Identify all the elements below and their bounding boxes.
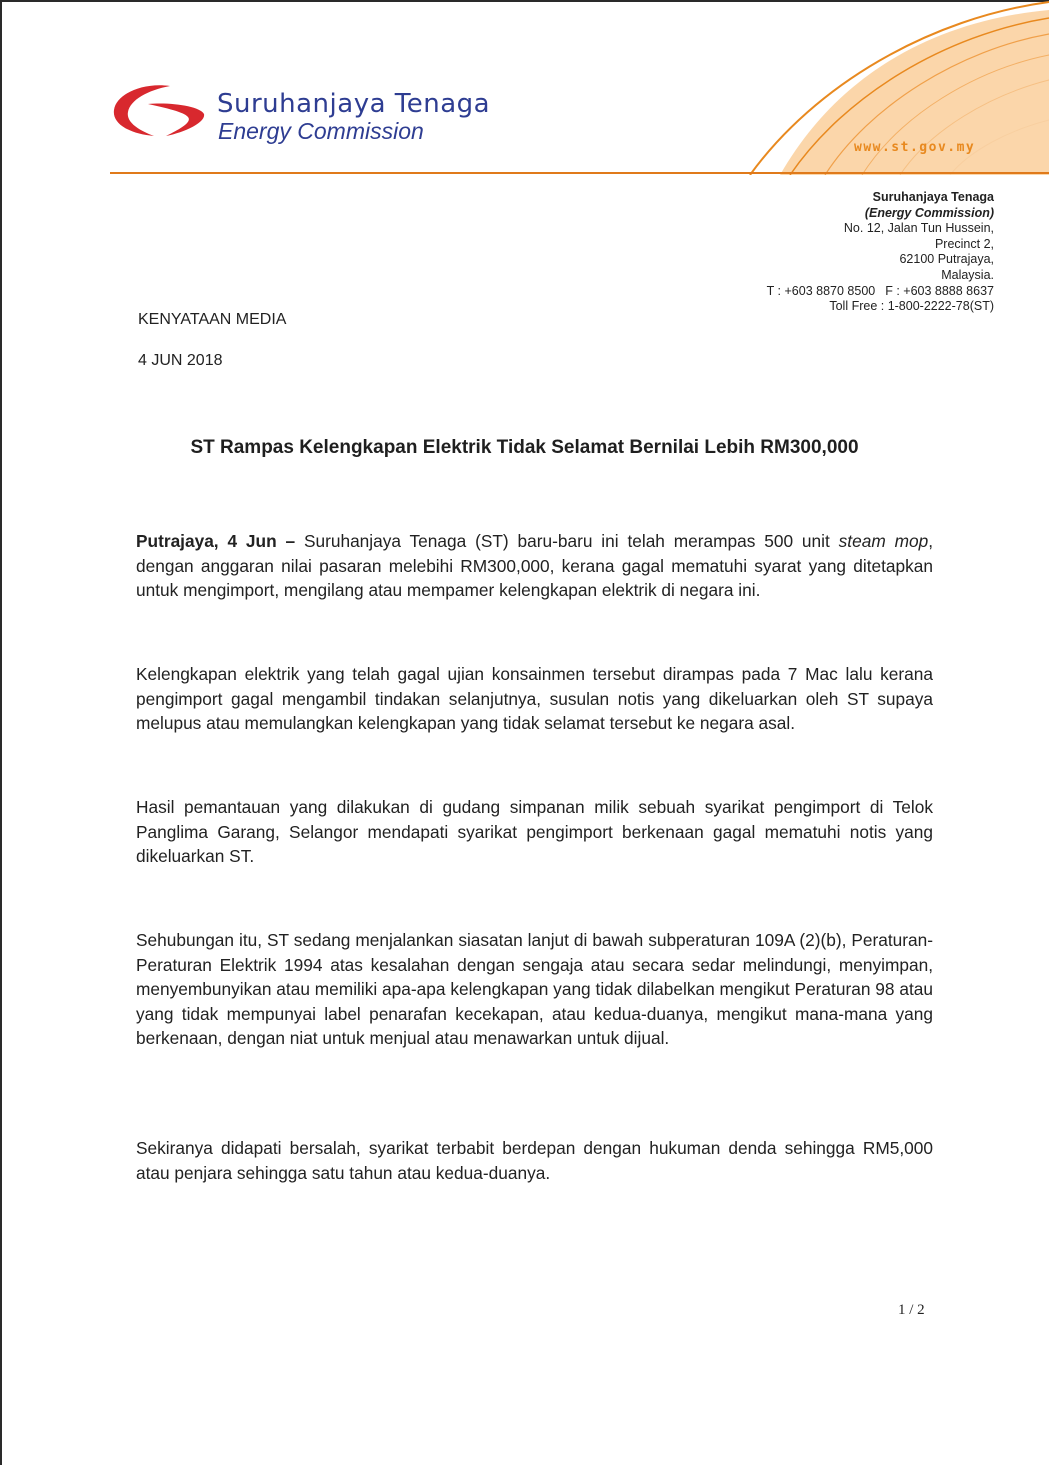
paragraph-2: Kelengkapan elektrik yang telah gagal ujian konsainmen tersebut dirampas pada 7 Mac lalu kerana pengimport gagal mengambil tindakan selanjutnya, susulan notis yang dikeluarkan oleh ST supaya melupus atau memulangkan kelengkapan yang tidak selamat tersebut ke negara asal.	[136, 664, 933, 733]
address-line-2: Precinct 2,	[934, 236, 994, 251]
logo-org-name-malay: Suruhanjaya Tenaga	[217, 89, 491, 119]
address-phone-fax	[767, 284, 994, 300]
logo-org-name-english: Energy Commission	[218, 118, 424, 144]
page-title: ST Rampas Kelengkapan Elektrik Tidak Selamat Bernilai Lebih RM300,000	[190, 437, 859, 458]
address-tollfree: Toll Free : 1-800-2222-78(ST)	[829, 299, 994, 314]
website-url[interactable]: www.st.gov.my	[854, 140, 976, 155]
paragraph-1-italic: steam mop	[838, 531, 929, 551]
paragraph-1-text-b: , dengan anggaran nilai pasaran melebihi RM300,000, kerana gagal mematuhi syarat yang ditetapkan untuk mengimport, mengilang atau mempamer kelengkapan elektrik di negara ini.	[136, 531, 933, 600]
paragraph-5: Sekiranya didapati bersalah, syarikat terbabit berdepan dengan hukuman denda sehingga RM5,000 atau penjara sehingga satu tahun atau kedua-duanya.	[136, 1138, 933, 1183]
address-phone: T : +603 8870 8500	[766, 283, 876, 298]
paragraph-1	[136, 529, 933, 603]
address-block	[767, 190, 994, 315]
address-org-name: Suruhanjaya Tenaga	[872, 190, 994, 204]
document-type: KENYATAAN MEDIA	[138, 311, 287, 328]
address-line-4: Malaysia.	[941, 267, 994, 282]
header-swoosh-graphic	[600, 0, 1049, 175]
header-divider	[110, 172, 1049, 174]
scan-edge-left	[0, 0, 2, 1465]
paragraph-4: Sehubungan itu, ST sedang menjalankan siasatan lanjut di bawah subperaturan 109A (2)(b), Peraturan-Peraturan Elektrik 1994 atas kesalahan dengan sengaja atau secara sedar melindungi, menyimpan, menyembunyikan atau memiliki apa-apa kelengkapan yang tidak dilabelkan mengikut Peraturan 98 atau yang tidak mempunyai label penarafan kecekapan, atau kedua-duanya, mengikut mana-mana yang berkenaan, dengan niat untuk menjual atau menawarkan untuk dijual.	[136, 930, 933, 1048]
paragraph-3: Hasil pemantauan yang dilakukan di gudang simpanan milik sebuah syarikat pengimport di Telok Panglima Garang, Selangor mendapati syarikat pengimport berkenaan gagal mematuhi notis yang dikeluarkan ST.	[136, 797, 933, 866]
paragraph-1-text-a: Suruhanjaya Tenaga (ST) baru-baru ini telah merampas 500 unit	[295, 531, 839, 551]
document-date: 4 JUN 2018	[138, 352, 223, 369]
address-line-1: No. 12, Jalan Tun Hussein,	[843, 221, 994, 236]
address-fax: F : +603 8888 8637	[885, 283, 994, 298]
address-org-name-english: (Energy Commission)	[864, 205, 994, 220]
paragraph-1-lead: Putrajaya, 4 Jun –	[136, 531, 296, 551]
page-number: 1 / 2	[898, 1302, 925, 1318]
swoosh-logo-icon	[108, 80, 208, 142]
address-line-3: 62100 Putrajaya,	[899, 252, 994, 267]
